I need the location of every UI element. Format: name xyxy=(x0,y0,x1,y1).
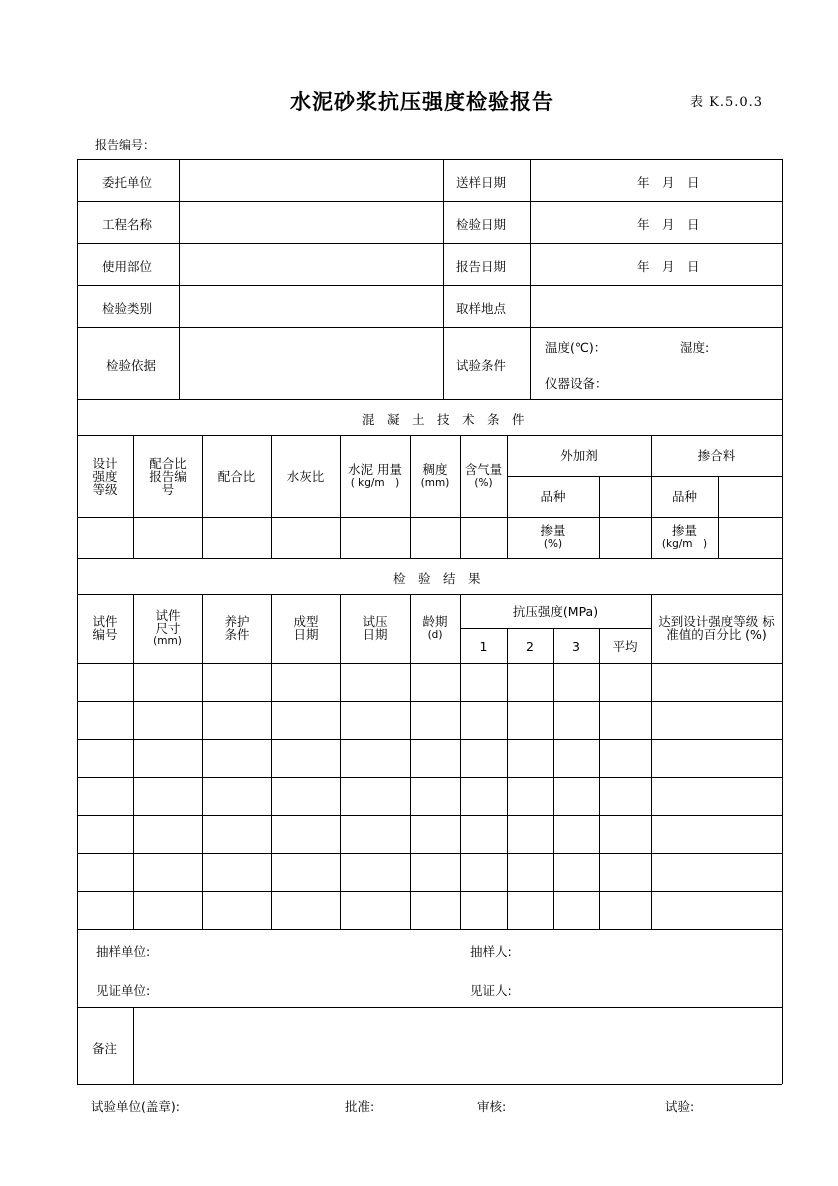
sampler-label: 抽样人: xyxy=(470,944,512,959)
grid-line xyxy=(77,815,782,816)
ratio-label: 达到设计强度等级 标准值的百分比 (%) xyxy=(658,614,775,642)
specimen-no-label: 试件编号 xyxy=(92,614,118,642)
grid-line xyxy=(460,435,461,558)
form-code: 表 K.5.0.3 xyxy=(690,95,764,110)
sampling-unit-label: 抽样单位: xyxy=(96,944,151,959)
mix-ratio-label: 配合比 xyxy=(217,469,256,484)
grid-line xyxy=(77,517,782,518)
lab-unit-label: 试验单位(盖章): xyxy=(91,1099,180,1114)
send-date-label: 送样日期 xyxy=(456,175,507,190)
air-unit: (%) xyxy=(474,477,493,489)
report-number-label: 报告编号： xyxy=(95,138,156,152)
grid-line xyxy=(77,558,782,559)
grid-line xyxy=(77,929,782,930)
strength-col-3: 3 xyxy=(572,639,580,654)
witness-unit-label: 见证单位: xyxy=(96,983,151,998)
strength-col-1: 1 xyxy=(479,639,488,654)
air-label: 含气量 xyxy=(464,462,503,477)
temperature-label: 温度(℃)： xyxy=(545,340,607,355)
grid-line xyxy=(340,594,341,929)
test-date-label: 试压日期 xyxy=(362,614,388,642)
grid-line xyxy=(77,663,782,664)
admixture-label: 外加剂 xyxy=(560,448,598,463)
grid-line xyxy=(133,1007,134,1084)
grid-line xyxy=(599,628,600,929)
grid-line xyxy=(202,435,203,558)
admixture-variety-label: 品种 xyxy=(540,489,566,504)
forming-date-label: 成型日期 xyxy=(293,614,319,642)
grid-line xyxy=(77,285,782,286)
slump-unit: (mm) xyxy=(420,477,450,489)
grid-line xyxy=(507,476,782,477)
location-label: 使用部位 xyxy=(102,259,153,274)
approve-label: 批准: xyxy=(345,1099,375,1114)
age-unit: (d) xyxy=(427,629,443,641)
grid-line xyxy=(271,594,272,929)
mix-no-label: 配合比报告编号 xyxy=(149,456,187,497)
admixture-dosage-label: 掺量 xyxy=(540,523,566,538)
grid-line xyxy=(77,243,782,244)
grid-line xyxy=(271,435,272,558)
conditions-label: 试验条件 xyxy=(456,358,507,373)
wc-ratio-label: 水灰比 xyxy=(286,469,325,484)
grid-line xyxy=(202,594,203,929)
curing-label: 养护条件 xyxy=(224,614,250,642)
strength-col-2: 2 xyxy=(526,639,534,654)
tech-section-title: 混 凝 土 技 术 条 件 xyxy=(362,412,525,427)
slump-label: 稠度 xyxy=(422,462,448,477)
report-date-label: 报告日期 xyxy=(456,259,507,274)
grid-line xyxy=(77,1007,782,1008)
grid-line xyxy=(77,739,782,740)
age-label: 龄期 xyxy=(422,614,448,629)
grid-line xyxy=(718,476,719,558)
cement-label: 水泥 用量 xyxy=(348,462,402,477)
grid-line xyxy=(340,435,341,558)
grid-line xyxy=(77,777,782,778)
grid-line xyxy=(651,594,652,929)
strength-label: 抗压强度(MPa) xyxy=(512,604,599,619)
mineral-label: 掺合料 xyxy=(697,448,736,463)
review-label: 审核: xyxy=(477,1099,507,1114)
category-label: 检验类别 xyxy=(102,301,153,316)
grid-line xyxy=(77,435,782,436)
grid-line xyxy=(77,327,782,328)
mineral-variety-label: 品种 xyxy=(671,489,697,504)
client-label: 委托单位 xyxy=(102,175,153,190)
grade-label: 设计强度等级 xyxy=(92,456,118,497)
grid-line xyxy=(410,594,411,929)
test-date-label: 检验日期 xyxy=(456,217,507,232)
basis-label: 检验依据 xyxy=(106,358,157,373)
report-date-value: 年 月 日 xyxy=(637,259,700,274)
table-border-right xyxy=(782,159,783,1084)
table-border-left xyxy=(77,159,78,1084)
grid-line xyxy=(530,159,531,399)
mineral-dosage-label: 掺量 xyxy=(671,523,697,538)
test-date-value: 年 月 日 xyxy=(637,217,700,232)
grid-line xyxy=(77,594,782,595)
grid-line xyxy=(77,701,782,702)
grid-line xyxy=(599,476,600,558)
specimen-size-unit: (mm) xyxy=(153,635,182,647)
grid-line xyxy=(410,435,411,558)
mineral-dosage-unit: (kg/m ) xyxy=(661,538,708,550)
cement-unit: ( kg/m ) xyxy=(350,477,400,489)
humidity-label: 湿度: xyxy=(680,340,710,355)
strength-average: 平均 xyxy=(612,639,638,654)
sample-place-label: 取样地点 xyxy=(456,301,507,316)
send-date-value: 年 月 日 xyxy=(637,175,700,190)
grid-line xyxy=(507,628,508,929)
table-border-top xyxy=(77,159,782,160)
equipment-label: 仪器设备： xyxy=(545,376,608,391)
results-section-title: 检 验 结 果 xyxy=(393,571,481,586)
grid-line xyxy=(460,628,651,629)
grid-line xyxy=(553,628,554,929)
grid-line xyxy=(77,853,782,854)
grid-line xyxy=(77,399,782,400)
project-label: 工程名称 xyxy=(102,217,153,232)
table-border-bottom xyxy=(77,1084,782,1085)
admixture-dosage-unit: (%) xyxy=(543,538,563,550)
page-title: 水泥砂浆抗压强度检验报告 xyxy=(290,90,554,114)
grid-line xyxy=(77,891,782,892)
witness-person-label: 见证人: xyxy=(470,983,512,998)
tester-label: 试验: xyxy=(665,1099,695,1114)
grid-line xyxy=(179,159,180,399)
remarks-label: 备注 xyxy=(92,1041,118,1056)
grid-line xyxy=(77,201,782,202)
specimen-size-label: 试件尺寸 xyxy=(155,608,181,636)
grid-line xyxy=(443,159,444,399)
grid-line xyxy=(133,435,134,558)
